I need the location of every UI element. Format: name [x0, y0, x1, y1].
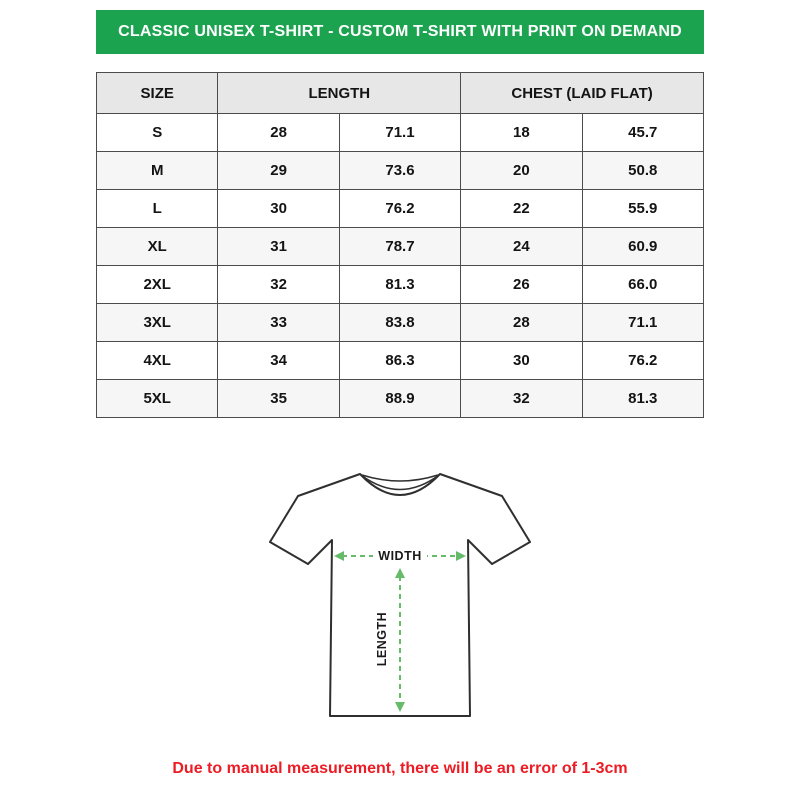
length-in-cell: 33	[218, 304, 339, 342]
length-in-cell: 28	[218, 114, 339, 152]
length-cm-cell: 86.3	[339, 342, 460, 380]
size-cell: 5XL	[97, 380, 218, 418]
chest-cm-cell: 50.8	[582, 152, 703, 190]
table-row	[97, 114, 704, 152]
chest-in-cell: 24	[461, 228, 582, 266]
table-row	[97, 228, 704, 266]
chest-cm-cell: 45.7	[582, 114, 703, 152]
size-chart-table	[96, 72, 704, 418]
measurement-note: Due to manual measurement, there will be an error of 1-3cm	[172, 760, 628, 777]
table-row	[97, 304, 704, 342]
header-chest: CHEST (LAID FLAT)	[461, 73, 704, 114]
length-in-cell: 32	[218, 266, 339, 304]
size-cell: M	[97, 152, 218, 190]
collar-back-line	[362, 475, 438, 481]
chest-in-cell: 30	[461, 342, 582, 380]
length-in-cell: 29	[218, 152, 339, 190]
length-cm-cell: 83.8	[339, 304, 460, 342]
chest-in-cell: 22	[461, 190, 582, 228]
chest-in-cell: 18	[461, 114, 582, 152]
page-title: CLASSIC UNISEX T-SHIRT - CUSTOM T-SHIRT WITH PRINT ON DEMAND	[118, 23, 682, 40]
length-cm-cell: 78.7	[339, 228, 460, 266]
length-cm-cell: 81.3	[339, 266, 460, 304]
table-row	[97, 266, 704, 304]
size-cell: S	[97, 114, 218, 152]
tshirt-diagram	[245, 444, 555, 744]
length-in-cell: 34	[218, 342, 339, 380]
chest-cm-cell: 71.1	[582, 304, 703, 342]
chest-cm-cell: 66.0	[582, 266, 703, 304]
header-size: SIZE	[97, 73, 218, 114]
chest-in-cell: 26	[461, 266, 582, 304]
tshirt-illustration	[245, 444, 555, 744]
table-row	[97, 190, 704, 228]
chest-in-cell: 20	[461, 152, 582, 190]
length-in-cell: 31	[218, 228, 339, 266]
length-in-cell: 35	[218, 380, 339, 418]
length-cm-cell: 88.9	[339, 380, 460, 418]
chest-in-cell: 32	[461, 380, 582, 418]
size-cell: 3XL	[97, 304, 218, 342]
length-label: LENGTH	[375, 611, 389, 667]
table-row	[97, 342, 704, 380]
size-cell: 4XL	[97, 342, 218, 380]
table-row	[97, 380, 704, 418]
size-cell: L	[97, 190, 218, 228]
chest-cm-cell: 81.3	[582, 380, 703, 418]
table-header-row	[97, 73, 704, 114]
chest-in-cell: 28	[461, 304, 582, 342]
chest-cm-cell: 60.9	[582, 228, 703, 266]
header-length: LENGTH	[218, 73, 461, 114]
width-label: WIDTH	[378, 549, 422, 563]
length-cm-cell: 73.6	[339, 152, 460, 190]
table-row	[97, 152, 704, 190]
chest-cm-cell: 55.9	[582, 190, 703, 228]
size-cell: XL	[97, 228, 218, 266]
title-banner	[96, 10, 704, 54]
length-cm-cell: 71.1	[339, 114, 460, 152]
length-cm-cell: 76.2	[339, 190, 460, 228]
size-cell: 2XL	[97, 266, 218, 304]
chest-cm-cell: 76.2	[582, 342, 703, 380]
length-in-cell: 30	[218, 190, 339, 228]
